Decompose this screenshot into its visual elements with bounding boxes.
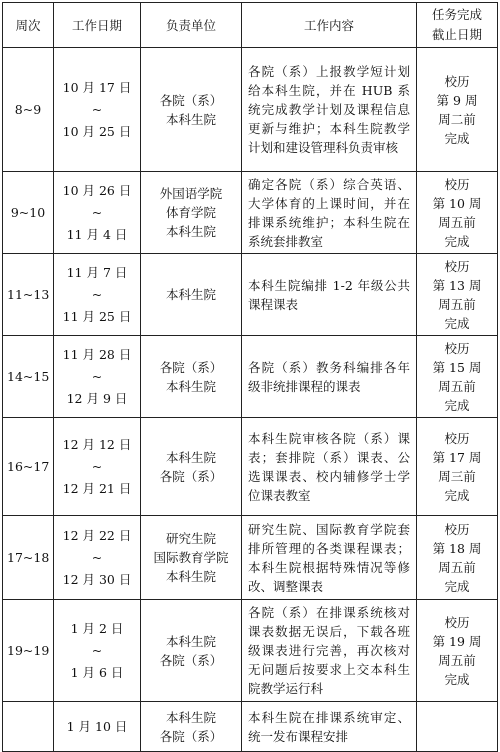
header-date: 工作日期 — [54, 3, 141, 48]
content-cell: 确定各院（系）综合英语、大学体育的上课时间，并在排课系统维护；本科生院在系统套排教室 — [242, 172, 417, 254]
header-content: 工作内容 — [242, 3, 417, 48]
deadline-cell — [417, 702, 498, 752]
deadline-cell: 校历 第 17 周 周三前 完成 — [417, 418, 498, 516]
table-row — [3, 336, 498, 418]
content-cell: 本科生院审核各院（系）课表；套排院（系）课表、公选课课表、校内辅修学士学位课表教室 — [242, 418, 417, 516]
unit-cell: 各院（系） 本科生院 — [141, 336, 242, 418]
header-deadline: 任务完成 截止日期 — [417, 3, 498, 48]
week-cell: 17~18 — [3, 516, 54, 600]
table-row — [3, 702, 498, 752]
date-cell: 12 月 22 日 ~ 12 月 30 日 — [54, 516, 141, 600]
week-cell: 16~17 — [3, 418, 54, 516]
content-cell: 研究生院、国际教育学院套排所管理的各类课程课表；本科生院根据特殊情况等修改、调整课表 — [242, 516, 417, 600]
deadline-cell: 校历 第 9 周 周二前 完成 — [417, 48, 498, 172]
deadline-cell: 校历 第 18 周 周五前 完成 — [417, 516, 498, 600]
date-cell: 1 月 2 日 ~ 1 月 6 日 — [54, 600, 141, 702]
unit-cell: 本科生院 各院（系） — [141, 600, 242, 702]
header-row — [3, 3, 498, 48]
date-cell: 11 月 7 日 ~ 11 月 25 日 — [54, 254, 141, 336]
table-row — [3, 418, 498, 516]
week-cell: 19~19 — [3, 600, 54, 702]
unit-cell: 本科生院 各院（系） — [141, 702, 242, 752]
schedule-table — [2, 2, 498, 752]
deadline-cell: 校历 第 19 周 周五前 完成 — [417, 600, 498, 702]
week-cell: 14~15 — [3, 336, 54, 418]
table-row — [3, 600, 498, 702]
content-cell: 各院（系）教务科编排各年级非统排课程的课表 — [242, 336, 417, 418]
week-cell: 8~9 — [3, 48, 54, 172]
table-row — [3, 516, 498, 600]
week-cell: 11~13 — [3, 254, 54, 336]
unit-cell: 本科生院 — [141, 254, 242, 336]
date-cell: 1 月 10 日 — [54, 702, 141, 752]
week-cell: 9~10 — [3, 172, 54, 254]
date-cell: 10 月 26 日 ~ 11 月 4 日 — [54, 172, 141, 254]
unit-cell: 外国语学院 体育学院 本科生院 — [141, 172, 242, 254]
date-cell: 12 月 12 日 ~ 12 月 21 日 — [54, 418, 141, 516]
content-cell: 本科生院在排课系统审定、统一发布课程安排 — [242, 702, 417, 752]
unit-cell: 研究生院 国际教育学院 本科生院 — [141, 516, 242, 600]
header-unit: 负责单位 — [141, 3, 242, 48]
table-row — [3, 172, 498, 254]
deadline-cell: 校历 第 13 周 周五前 完成 — [417, 254, 498, 336]
date-cell: 10 月 17 日 ~ 10 月 25 日 — [54, 48, 141, 172]
unit-cell: 本科生院 各院（系） — [141, 418, 242, 516]
content-cell: 各院（系）在排课系统核对课表数据无误后，下载各班级课表进行完善，再次核对无问题后按要求上交本科生院教学运行科 — [242, 600, 417, 702]
unit-cell: 各院（系） 本科生院 — [141, 48, 242, 172]
deadline-cell: 校历 第 15 周 周五前 完成 — [417, 336, 498, 418]
date-cell: 11 月 28 日 ~ 12 月 9 日 — [54, 336, 141, 418]
header-week: 周次 — [3, 3, 54, 48]
week-cell — [3, 702, 54, 752]
table-row — [3, 48, 498, 172]
deadline-cell: 校历 第 10 周 周五前 完成 — [417, 172, 498, 254]
content-cell: 各院（系）上报教学短计划给本科生院，并在 HUB 系统完成教学计划及课程信息更新与维护；本科生院教学计划和建设管理科负责审核 — [242, 48, 417, 172]
table-row — [3, 254, 498, 336]
content-cell: 本科生院编排 1-2 年级公共课程课表 — [242, 254, 417, 336]
